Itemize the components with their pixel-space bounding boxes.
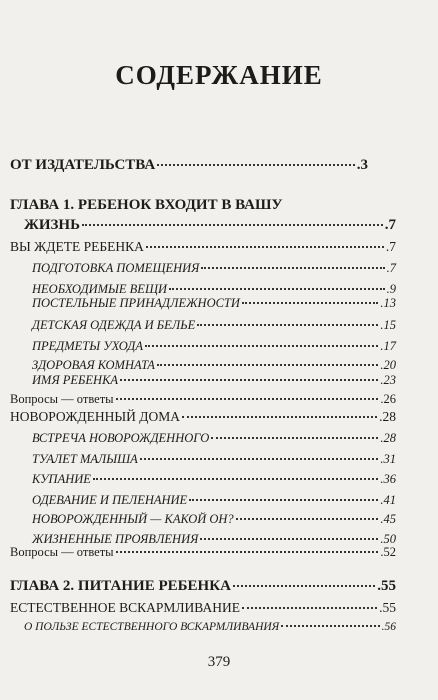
- dot-leader: [201, 267, 384, 269]
- toc-entry-page: .9: [386, 282, 396, 296]
- dot-leader: [236, 518, 379, 520]
- toc-entry-page: .28: [380, 431, 396, 445]
- toc-entry-page: .7: [385, 239, 396, 254]
- toc-entry-label: ИМЯ РЕБЕНКА: [32, 373, 119, 387]
- toc-entry-page: .31: [380, 452, 396, 466]
- dot-leader: [145, 345, 378, 347]
- page-number: 379: [207, 654, 231, 670]
- dot-leader: [93, 478, 378, 480]
- toc-entry-label: ВЫ ЖДЕТЕ РЕБЕНКА: [10, 239, 144, 254]
- toc-entry: [32, 493, 396, 508]
- dot-leader: [189, 499, 378, 501]
- dot-leader: [116, 398, 379, 400]
- toc-entry-label: ОДЕВАНИЕ И ПЕЛЕНАНИЕ: [32, 493, 188, 507]
- toc-entry: [32, 339, 396, 354]
- toc-entry-page: .15: [380, 318, 396, 332]
- toc-entry: [32, 431, 396, 446]
- toc-entry-page: .13: [380, 296, 396, 310]
- toc-entry-label: ВСТРЕЧА НОВОРОЖДЕННОГО: [32, 431, 210, 445]
- toc-entry-label: ПРЕДМЕТЫ УХОДА: [32, 339, 143, 353]
- toc-entry: [10, 239, 396, 255]
- toc-entry-label: ЕСТЕСТВЕННОЕ ВСКАРМЛИВАНИЕ: [10, 600, 240, 615]
- toc-entry-label: ТУАЛЕТ МАЛЫША: [32, 452, 138, 466]
- dot-leader: [197, 324, 378, 326]
- toc-entry: [24, 217, 396, 234]
- toc-entry-page: .17: [380, 339, 396, 353]
- toc-entry: [32, 318, 396, 333]
- toc-entry: [32, 373, 396, 388]
- toc-entry: [24, 621, 396, 633]
- toc-entry-label: НОВОРОЖДЕННЫЙ — КАКОЙ ОН?: [32, 512, 234, 526]
- dot-leader: [242, 302, 378, 304]
- toc-entry-page: .55: [379, 600, 396, 615]
- toc-entry: [32, 282, 396, 297]
- toc-entry: [10, 392, 396, 407]
- toc-entry: [32, 472, 396, 487]
- toc-entry-label: Вопросы — ответы: [10, 392, 114, 406]
- toc-entry-label: ОТ ИЗДАТЕЛЬСТВА: [10, 157, 156, 173]
- toc-entry-label: КУПАНИЕ: [32, 472, 91, 486]
- toc-entry: [10, 578, 396, 595]
- toc-entry: [10, 600, 396, 616]
- dot-leader: [146, 246, 384, 248]
- toc-entry: [32, 512, 396, 527]
- toc-entry-page: .26: [380, 392, 396, 406]
- dot-leader: [140, 458, 379, 460]
- toc-entry-page: .3: [356, 157, 368, 173]
- toc-entry-page: .20: [380, 358, 396, 372]
- dot-leader: [281, 625, 379, 627]
- dot-leader: [82, 224, 383, 226]
- dot-leader: [242, 607, 377, 609]
- toc-entry-page: .7: [386, 261, 396, 275]
- toc-entry-label: Вопросы — ответы: [10, 545, 114, 559]
- toc-entry: [32, 358, 396, 373]
- toc-entry-page: .45: [380, 512, 396, 526]
- dot-leader: [157, 164, 355, 166]
- toc-entry-page: .41: [380, 493, 396, 507]
- toc-entry-label: ПОСТЕЛЬНЫЕ ПРИНАДЛЕЖНОСТИ: [32, 296, 240, 310]
- dot-leader: [169, 288, 385, 290]
- dot-leader: [120, 379, 378, 381]
- toc-entry: [32, 296, 396, 311]
- page-title: СОДЕРЖАНИЕ: [115, 60, 323, 90]
- toc-entry-label: ДЕТСКАЯ ОДЕЖДА И БЕЛЬЕ: [32, 318, 196, 332]
- toc-entry-page: .50: [380, 532, 396, 546]
- toc-entry: [32, 261, 396, 276]
- dot-leader: [157, 364, 378, 366]
- dot-leader: [211, 437, 378, 439]
- toc-entry-label: ГЛАВА 2. ПИТАНИЕ РЕБЕНКА: [10, 578, 231, 594]
- toc-entry: [10, 409, 396, 425]
- dot-leader: [182, 416, 377, 418]
- toc-entry-page: .28: [379, 409, 396, 424]
- toc-entry-label: НОВОРОЖДЕННЫЙ ДОМА: [10, 409, 180, 424]
- toc-entry-page: .7: [384, 217, 396, 233]
- toc-entry-page: .36: [380, 472, 396, 486]
- toc-entry-page: .56: [381, 621, 396, 633]
- toc-entry: [10, 545, 396, 560]
- toc-entry-label: О ПОЛЬЗЕ ЕСТЕСТВЕННОГО ВСКАРМЛИВАНИЯ: [24, 621, 280, 633]
- chapter-title-line: ГЛАВА 1. РЕБЕНОК ВХОДИТ В ВАШУ: [10, 197, 283, 213]
- toc-entry: [10, 157, 368, 174]
- toc-entry-label: ЖИЗНЬ: [24, 217, 81, 233]
- toc-entry-page: .55: [377, 578, 396, 594]
- toc-entry-label: ЗДОРОВАЯ КОМНАТА: [32, 358, 155, 372]
- dot-leader: [200, 538, 378, 540]
- toc-entry-label: ЖИЗНЕННЫЕ ПРОЯВЛЕНИЯ: [32, 532, 199, 546]
- dot-leader: [233, 585, 375, 587]
- toc-entry-page: .23: [380, 373, 396, 387]
- toc-entry-label: НЕОБХОДИМЫЕ ВЕЩИ: [32, 282, 168, 296]
- toc-entry-label: ПОДГОТОВКА ПОМЕЩЕНИЯ: [32, 261, 200, 275]
- toc-entry-page: .52: [380, 545, 396, 559]
- toc-entry: [32, 452, 396, 467]
- dot-leader: [116, 551, 379, 553]
